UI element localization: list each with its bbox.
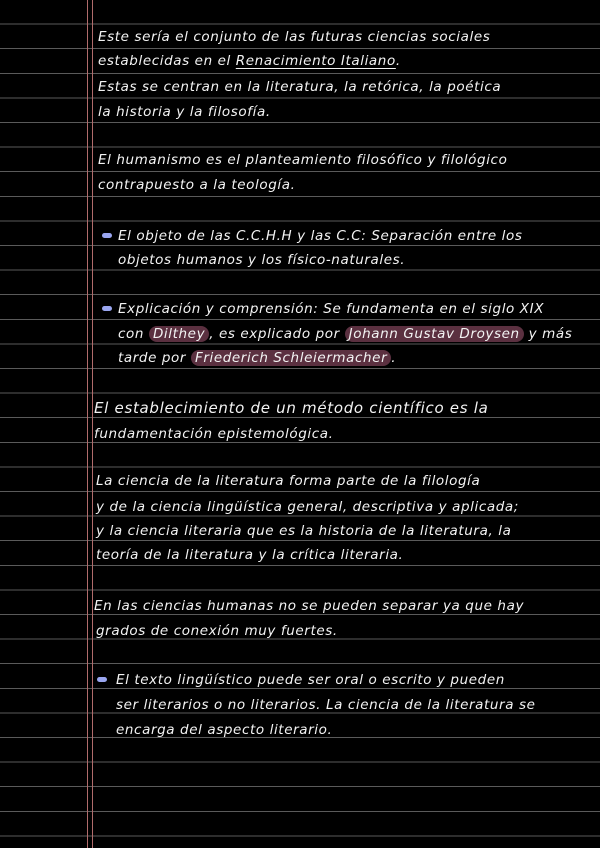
text-line: La ciencia de la literatura forma parte de la filología (96, 473, 481, 489)
text-line: El humanismo es el planteamiento filosófico y filológico (98, 152, 508, 168)
text-line: El texto lingüístico puede ser oral o escrito y pueden (116, 672, 505, 688)
highlighted-name: Friederich Schleiermacher (191, 350, 391, 366)
highlighted-name: Johann Gustav Droysen (345, 326, 524, 342)
text-line: y la ciencia literaria que es la historia de la literatura, la (96, 523, 512, 539)
text-segment: , es explicado por (209, 326, 345, 342)
margin-line (92, 0, 93, 848)
text-line: contrapuesto a la teología. (98, 177, 296, 193)
text-line (98, 52, 401, 70)
bullet-marker (102, 233, 112, 238)
text-line: la historia y la filosofía. (98, 104, 271, 120)
text-line: fundamentación epistemológica. (94, 426, 334, 442)
underlined-term: Renacimiento Italiano (235, 53, 396, 69)
bullet-marker (97, 677, 107, 682)
text-segment: establecidas en el (98, 53, 236, 69)
text-line: Este sería el conjunto de las futuras ciencias sociales (98, 29, 491, 45)
bullet-marker (102, 306, 112, 311)
text-line: En las ciencias humanas no se pueden separar ya que hay (94, 598, 525, 614)
text-line (118, 349, 396, 367)
text-segment: . (395, 53, 401, 69)
text-segment: y más (523, 326, 573, 342)
text-line: El establecimiento de un método científico es la (94, 399, 489, 417)
text-line (118, 325, 572, 343)
margin-line (87, 0, 88, 848)
text-line: objetos humanos y los físico-naturales. (118, 252, 406, 268)
text-line: teoría de la literatura y la crítica literaria. (96, 547, 404, 563)
text-line: grados de conexión muy fuertes. (96, 623, 338, 639)
text-line: Explicación y comprensión: Se fundamenta en el siglo XIX (118, 301, 545, 317)
highlighted-name: Dilthey (149, 326, 209, 342)
text-line: y de la ciencia lingüística general, descriptiva y aplicada; (96, 499, 519, 515)
text-line: encarga del aspecto literario. (116, 722, 333, 738)
text-segment: . (391, 350, 397, 366)
text-line: ser literarios o no literarios. La ciencia de la literatura se (116, 697, 536, 713)
text-segment: tarde por (118, 350, 191, 366)
text-line: Estas se centran en la literatura, la retórica, la poética (98, 79, 502, 95)
text-line: El objeto de las C.C.H.H y las C.C: Separación entre los (118, 228, 523, 244)
text-segment: con (118, 326, 149, 342)
